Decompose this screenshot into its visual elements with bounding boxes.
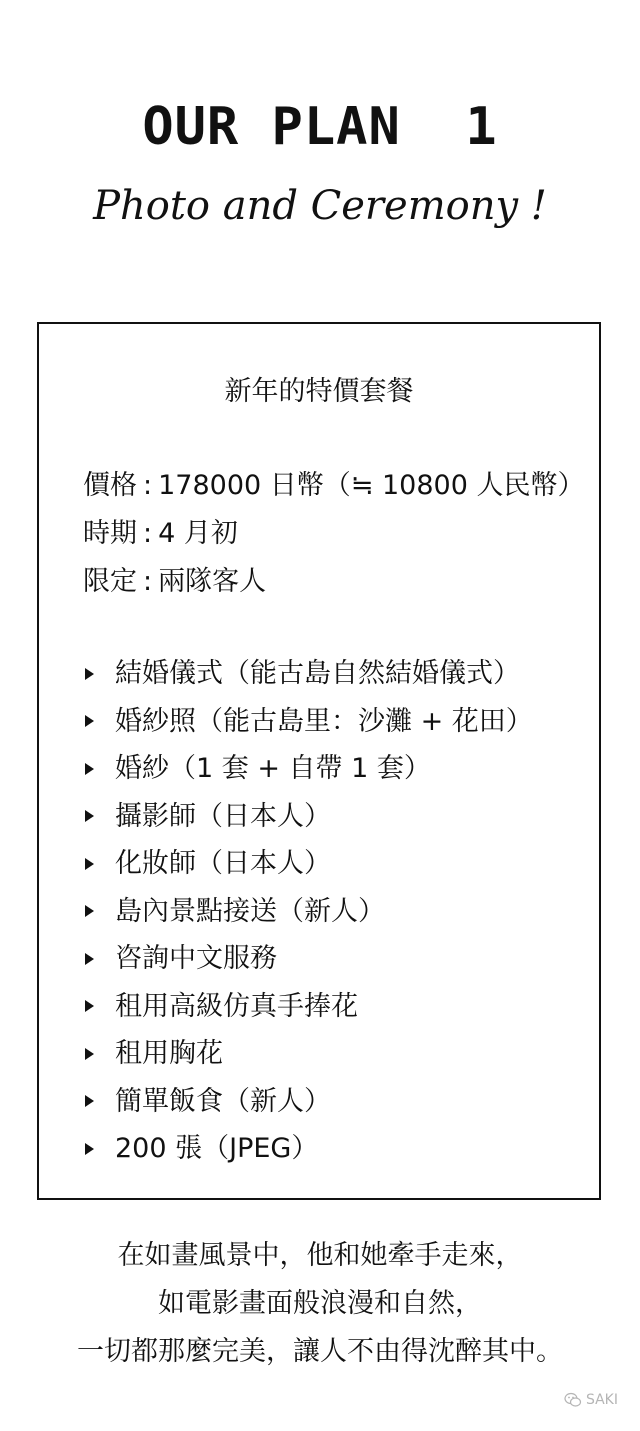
feature-text: 婚紗（1 套 + 自帶 1 套） [115,753,431,784]
info-label: 價格 [83,470,137,501]
list-item [83,840,533,888]
triangle-bullet-icon [85,810,94,822]
caption [0,1232,640,1376]
list-item [83,1078,533,1126]
feature-text: 咨詢中文服務 [115,943,277,974]
feature-text: 200 張（JPEG） [115,1133,319,1164]
list-item [83,935,533,983]
triangle-bullet-icon [85,1095,94,1107]
triangle-bullet-icon [85,1143,94,1155]
triangle-bullet-icon [85,668,94,680]
plan-subtitle: Photo and Ceremony ! [93,183,547,229]
plan-heading: 新年的特價套餐 [224,376,414,407]
info-separator: : [143,470,153,501]
plan-info-list [83,462,584,606]
list-item [83,698,533,746]
watermark [564,1392,618,1408]
feature-text: 租用胸花 [115,1038,223,1069]
list-item [83,1125,533,1173]
plan-title: OUR PLAN 1 [142,97,498,157]
triangle-bullet-icon [85,763,94,775]
feature-text: 結婚儀式（能古島自然結婚儀式） [115,658,520,689]
list-item [83,983,533,1031]
feature-text: 化妝師（日本人） [115,848,331,879]
feature-text: 租用高級仿真手捧花 [115,990,358,1022]
list-item [83,1030,533,1078]
plan-box [37,322,601,1200]
list-item [83,745,533,793]
triangle-bullet-icon [85,905,94,917]
info-label: 時期 [83,518,137,549]
triangle-bullet-icon [85,715,94,727]
info-label: 限定 [83,566,137,597]
feature-text: 婚紗照（能古島里：沙灘 + 花田） [115,705,533,737]
list-item [83,793,533,841]
caption-line: 如電影畫面般浪漫和自然， [158,1288,482,1319]
feature-text: 島內景點接送（新人） [115,895,385,927]
caption-line: 在如畫風景中，他和她牽手走來， [117,1240,523,1271]
triangle-bullet-icon [85,858,94,870]
info-period [83,510,584,558]
list-item [83,650,533,698]
list-item [83,888,533,936]
info-price [83,462,584,510]
info-value: 兩隊客人 [158,566,267,597]
triangle-bullet-icon [85,1048,94,1060]
watermark-text: SAKI [585,1392,618,1408]
info-value: 4 月初 [158,518,238,549]
wechat-icon [564,1392,582,1408]
feature-text: 攝影師（日本人） [115,800,331,832]
caption-line: 一切都那麼完美，讓人不由得沈醉其中。 [77,1336,563,1367]
triangle-bullet-icon [85,1000,94,1012]
info-limit [83,558,584,606]
info-separator: : [143,518,153,549]
feature-list [83,650,533,1173]
info-value: 178000 日幣（≒ 10800 人民幣） [158,470,585,501]
info-separator: : [143,566,153,597]
feature-text: 簡單飯食（新人） [115,1085,331,1117]
triangle-bullet-icon [85,953,94,965]
